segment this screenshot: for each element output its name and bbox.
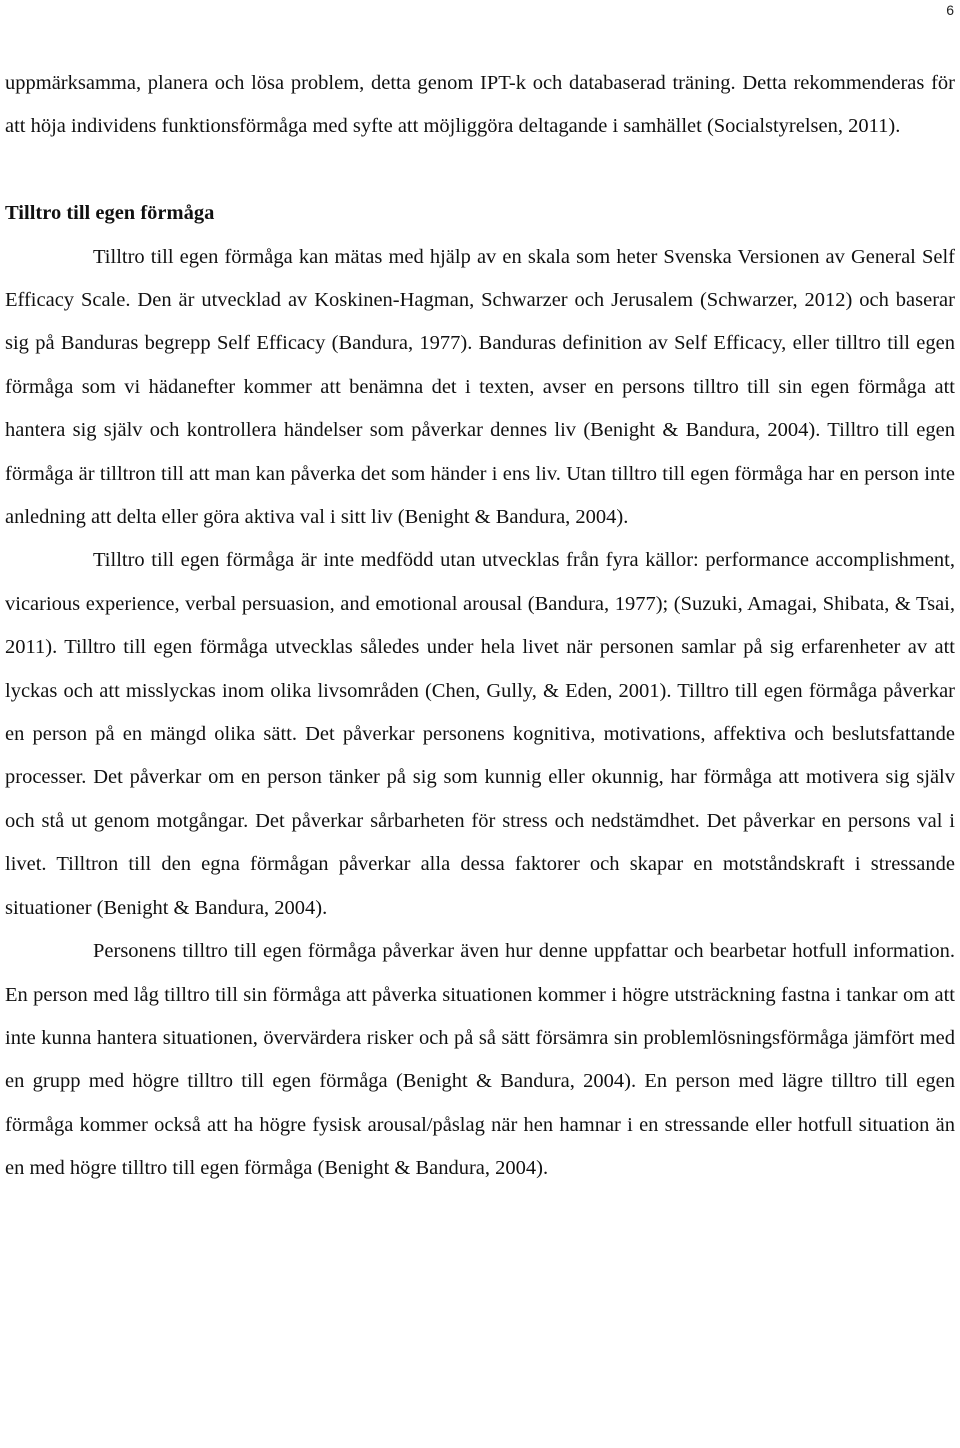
paragraph-threat-processing: Personens tilltro till egen förmåga påverkar även hur denne uppfattar och bearbetar hotfull information. En person med låg tilltro till sin förmåga att påverka situationen kommer i högre utsträckning fastna i tankar om att inte kunna hantera situationen, övervärdera risker och på så sätt försämra sin problemlösningsförmåga jämfört med en grupp med högre tilltro till egen förmåga (Benight & Bandura, 2004). En person med lägre tilltro till egen förmåga kommer också att ha högre fysisk arousal/påslag när hen hamnar i en stressande eller hotfull situation än en med högre tilltro till egen förmåga (Benight & Bandura, 2004). [5,940,955,1180]
page-number: 6 [946,2,954,18]
document-body [5,62,955,1191]
paragraph-intro-continuation: uppmärksamma, planera och lösa problem, detta genom IPT-k och databaserad träning. Detta rekommenderas för att höja individens funktionsförmåga med syfte att möjliggöra deltagande i samhället (Socialstyrelsen, 2011). [5,72,955,138]
paragraph-self-efficacy-scale: Tilltro till egen förmåga kan mätas med hjälp av en skala som heter Svenska Versionen av General Self Efficacy Scale. Den är utvecklad av Koskinen-Hagman, Schwarzer och Jerusalem (Schwarzer, 2012) och baserar sig på Banduras begrepp Self Efficacy (Bandura, 1977). Banduras definition av Self Efficacy, eller tilltro till egen förmåga som vi hädanefter kommer att benämna det i texten, avser en persons tilltro till sin egen förmåga att hantera sig själv och kontrollera händelser som påverkar dennes liv (Benight & Bandura, 2004). Tilltro till egen förmåga är tilltron till att man kan påverka det som händer i ens liv. Utan tilltro till egen förmåga har en person inte anledning att delta eller göra aktiva val i sitt liv (Benight & Bandura, 2004). [5,245,955,529]
section-heading: Tilltro till egen förmåga [5,202,215,225]
paragraph-sources-of-efficacy: Tilltro till egen förmåga är inte medfödd utan utvecklas från fyra källor: performance accomplishment, vicarious experience, verbal persuasion, and emotional arousal (Bandura, 1977); (Suzuki, Amagai, Shibata, & Tsai, 2011). Tilltro till egen förmåga utvecklas således under hela livet när personen samlar på sig erfarenheter av att lyckas och att misslyckas inom olika livsområden (Chen, Gully, & Eden, 2001). Tilltro till egen förmåga påverkar en person på en mängd olika sätt. Det påverkar personens kognitiva, motivations, affektiva och beslutsfattande processer. Det påverkar om en person tänker på sig som kunnig eller okunnig, har förmåga att motivera sig själv och stå ut genom motgångar. Det påverkar sårbarheten för stress och nedstämdhet. Det påverkar en persons val i livet. Tilltron till den egna förmågan påverkar alla dessa faktorer och skapar en motståndskraft i stressande situationer (Benight & Bandura, 2004). [5,549,955,919]
